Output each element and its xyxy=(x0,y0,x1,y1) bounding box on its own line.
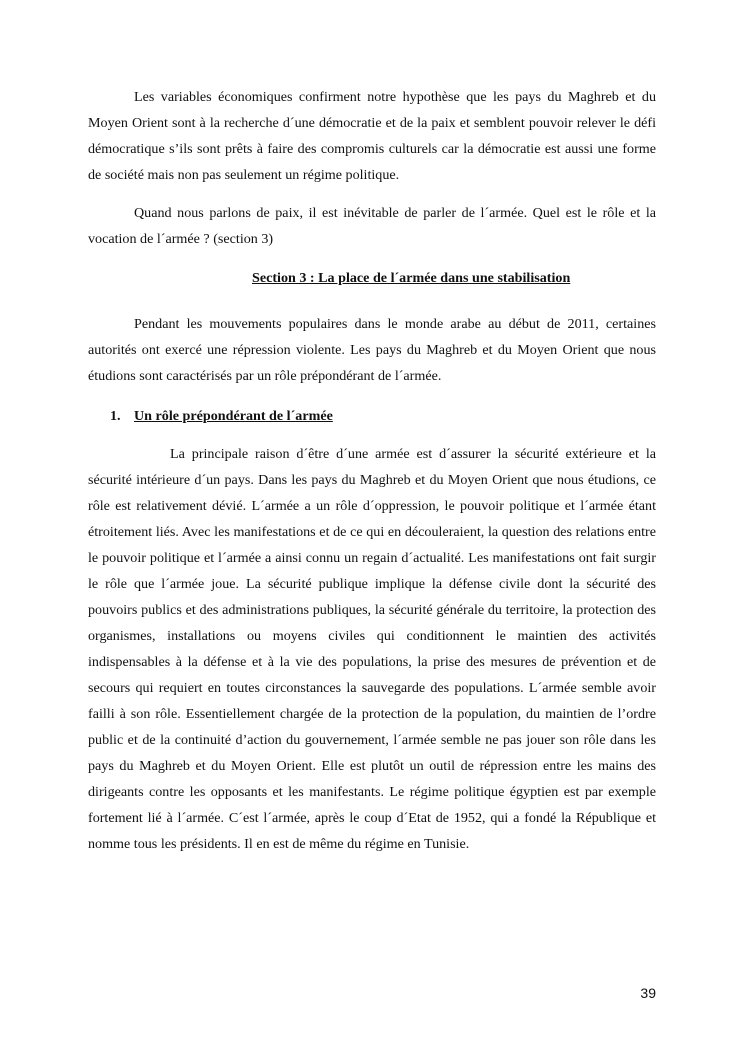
paragraph-popular-movements: Pendant les mouvements populaires dans le monde arabe au début de 2011, certaines autorités ont exercé une répression violente. Les pays du Maghreb et du Moyen Orient que nous étudions sont caractérisés par un rôle prépondérant de l´armée. xyxy=(88,316,656,384)
paragraph-intro: Les variables économiques confirment notre hypothèse que les pays du Maghreb et du Moyen Orient sont à la recherche d´une démocratie et de la paix et semblent pouvoir relever le défi démocratique s’ils sont prêts à faire des compromis culturels car la démocratie est aussi une forme de société mais non pas seulement un régime politique. xyxy=(88,89,656,183)
paragraph-army-role: La principale raison d´être d´une armée est d´assurer la sécurité extérieure et la sécurité intérieure d´un pays. Dans les pays du Maghreb et du Moyen Orient que nous étudions, ce rôle est relativement dévié. L´armée a un rôle d´oppression, le pouvoir politique et l´armée étant étroitement liés. Avec les manifestations et de ce qui en découleraient, la question des relations entre le pouvoir politique et l´armée a ainsi connu un regain d´actualité. Les manifestations ont fait surgir le rôle que l´armée joue. La sécurité publique implique la défense civile dont la sécurité des pouvoirs publics et des administrations publiques, la sécurité générale du territoire, la protection des organismes, installations ou moyens civiles qui conditionnent le maintien des activités indispensables à la défense et à la vie des populations, la prise des mesures de prévention et de secours qui requiert en toutes circonstances la sauvegarde des populations. L´armée semble avoir failli à son rôle. Essentiellement chargée de la protection de la population, du maintien de l’ordre public et de la continuité d’action du gouvernement, l´armée semble ne pas jouer son rôle dans les pays du Maghreb et du Moyen Orient. Elle est plutôt un outil de répression entre les mains des dirigeants contre les opposants et les manifestants. Le régime politique égyptien est par exemple fortement lié à l´armée. C´est l´armée, après le coup d´Etat de 1952, qui a fondé la République et nomme tous les présidents. Il en est de même du régime en Tunisie. xyxy=(88,446,656,852)
subheading xyxy=(88,403,656,429)
subheading-title: Un rôle prépondérant de l´armée xyxy=(134,408,333,424)
section-heading: Section 3 : La place de l´armée dans une stabilisation xyxy=(252,270,571,286)
page-body xyxy=(88,84,656,857)
page-number: 39 xyxy=(640,985,656,1001)
paragraph-army-question: Quand nous parlons de paix, il est inévitable de parler de l´armée. Quel est le rôle et la vocation de l´armée ? (section 3) xyxy=(88,205,656,247)
subheading-number: 1. xyxy=(110,408,121,424)
